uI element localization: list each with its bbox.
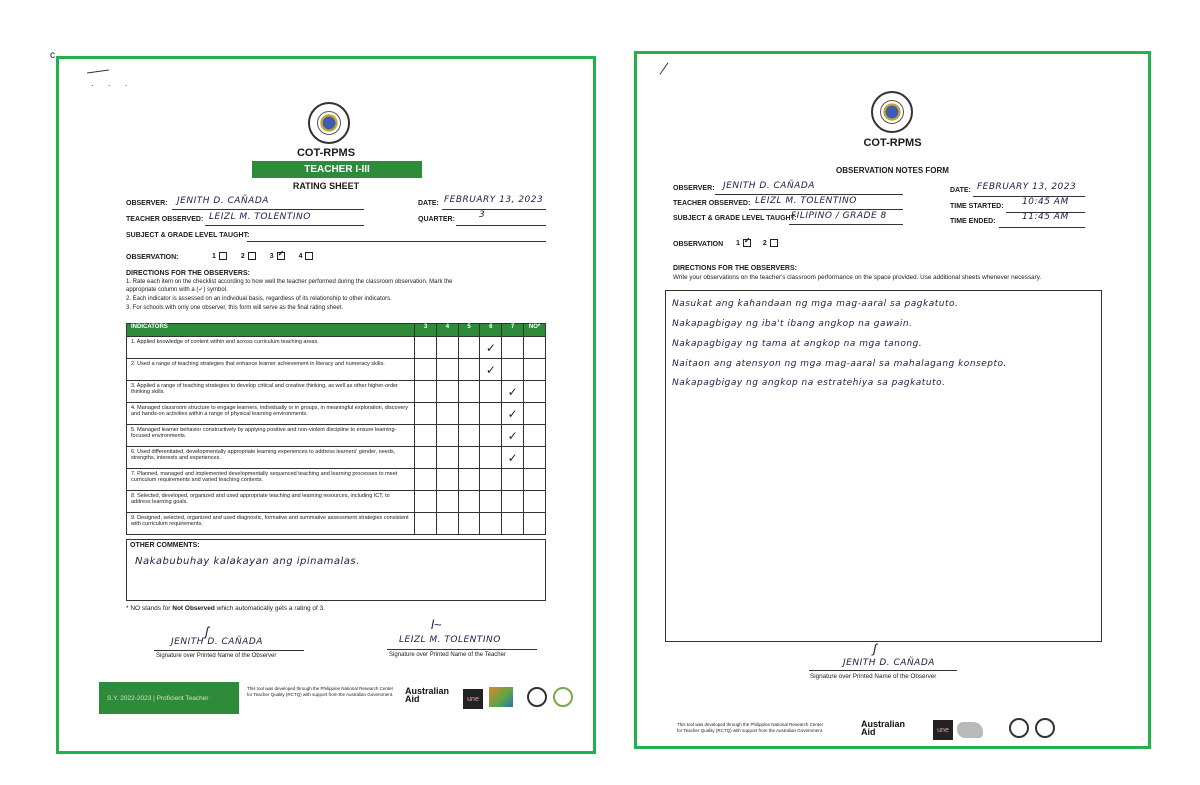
rating-cell-4[interactable] xyxy=(437,425,459,447)
rating-cell-NO[interactable] xyxy=(524,425,546,447)
rating-cell-5[interactable] xyxy=(458,425,480,447)
rating-cell-6[interactable] xyxy=(480,337,502,359)
rating-sheet-page xyxy=(56,56,596,754)
rating-cell-6[interactable] xyxy=(480,469,502,491)
table-row xyxy=(127,447,546,469)
rctq-logo-icon xyxy=(553,687,573,707)
rating-cell-5[interactable] xyxy=(458,447,480,469)
rating-cell-4[interactable] xyxy=(437,447,459,469)
teacher-signature-icon: ɫ~ xyxy=(431,617,442,632)
observer-signature-caption: Signature over Printed Name of the Observer xyxy=(810,673,937,680)
rating-cell-5[interactable] xyxy=(458,491,480,513)
observer-signature-name: JENITH D. CAÑADA xyxy=(171,637,263,647)
column-header: 5 xyxy=(458,324,480,337)
teacher-label: TEACHER OBSERVED: xyxy=(126,216,204,223)
table-row xyxy=(127,491,546,513)
time-ended-value: 11:45 AM xyxy=(1022,212,1069,222)
teacher-signature-name: LEIZL M. TOLENTINO xyxy=(399,635,501,645)
teacher-value: LEIZL M. TOLENTINO xyxy=(755,196,857,206)
observer-label: OBSERVER: xyxy=(126,200,168,207)
table-row xyxy=(127,337,546,359)
rating-cell-5[interactable] xyxy=(458,513,480,535)
date-value: FEBRUARY 13, 2023 xyxy=(444,195,544,205)
column-header: 6 xyxy=(480,324,502,337)
note-line: Naitaon ang atensyon ng mga mag-aaral sa mahalagang konsepto. xyxy=(672,359,1007,369)
column-header: 3 xyxy=(415,324,437,337)
rating-cell-3[interactable] xyxy=(415,447,437,469)
footer-note: This tool was developed through the Philippine National Research Center for Teacher Quality (RCTQ) with support from the Australian Government. xyxy=(677,722,824,733)
check-mark-icon: ✓ xyxy=(485,340,496,355)
indicator-text: 5. Managed learner behavior constructively by applying positive and non-violent discipline to ensure learning-focused environments. xyxy=(127,425,415,447)
table-row xyxy=(127,381,546,403)
direction-line: 3. For schools with only one observer, this form will serve as the final rating sheet. xyxy=(126,305,344,311)
partner-logo-icon xyxy=(489,687,513,707)
observer-signature-icon: ʃ xyxy=(873,641,877,656)
subject-value: FILIPINO / GRADE 8 xyxy=(791,211,887,221)
note-line: Nasukat ang kahandaan ng mga mag-aaral sa pagkatuto. xyxy=(672,299,959,309)
date-label: DATE: xyxy=(418,200,439,207)
australian-aid-logo: Australian Aid xyxy=(405,686,450,704)
direction-line: 1. Rate each item on the checklist according to how well the teacher performed during the classroom observation. Mark the xyxy=(126,279,453,285)
pencil-mark xyxy=(87,69,109,73)
observation-2-checkbox[interactable] xyxy=(770,239,778,247)
check-mark-icon: ✓ xyxy=(507,450,518,465)
rating-cell-6[interactable] xyxy=(480,381,502,403)
rating-cell-6[interactable] xyxy=(480,491,502,513)
observation-notes-box[interactable] xyxy=(665,290,1102,642)
observation-notes-page xyxy=(634,51,1151,749)
quarter-label: QUARTER: xyxy=(418,216,455,223)
rating-cell-NO[interactable] xyxy=(524,491,546,513)
rating-cell-5[interactable] xyxy=(458,381,480,403)
australian-aid-logo: Australian Aid xyxy=(861,719,906,737)
rating-cell-3[interactable] xyxy=(415,469,437,491)
rating-cell-5[interactable] xyxy=(458,469,480,491)
indicator-text: 4. Managed classroom structure to engage learners, individually or in groups, in meaningful exploration, discovery and hands-on activities within a range of physical learning environments. xyxy=(127,403,415,425)
teacher-band: TEACHER I-III xyxy=(252,161,422,178)
pencil-dots: · · · xyxy=(91,81,134,90)
footnote: * NO stands for Not Observed which automatically gets a rating of 3. xyxy=(126,605,326,612)
agency-seal-icon xyxy=(1009,718,1029,738)
rating-cell-7[interactable] xyxy=(502,469,524,491)
deped-seal-icon xyxy=(308,102,350,144)
observer-signature-icon: ʃ xyxy=(205,624,209,639)
rating-cell-NO[interactable] xyxy=(524,469,546,491)
rating-cell-3[interactable] xyxy=(415,403,437,425)
indicator-text: 1. Applied knowledge of content within and across curriculum teaching areas. xyxy=(127,337,415,359)
indicator-text: 2. Used a range of teaching strategies that enhance learner achievement in literacy and numeracy skills. xyxy=(127,359,415,381)
rating-cell-NO[interactable] xyxy=(524,337,546,359)
stray-mark: c xyxy=(50,50,55,61)
observation-4-checkbox[interactable] xyxy=(305,252,313,260)
rating-cell-7[interactable] xyxy=(502,491,524,513)
rating-cell-7[interactable] xyxy=(502,381,524,403)
table-row xyxy=(127,513,546,535)
rctq-logo-icon xyxy=(1035,718,1055,738)
rating-cell-4[interactable] xyxy=(437,513,459,535)
comments-label: OTHER COMMENTS: xyxy=(130,542,200,549)
rating-cell-4[interactable] xyxy=(437,359,459,381)
observation-2-checkbox[interactable] xyxy=(248,252,256,260)
check-mark-icon: ✓ xyxy=(485,362,496,377)
observation-3-checkbox[interactable] xyxy=(277,252,285,260)
rating-cell-NO[interactable] xyxy=(524,359,546,381)
agency-seal-icon xyxy=(527,687,547,707)
observer-value: JENITH D. CAÑADA xyxy=(177,196,269,206)
footer-note: This tool was developed through the Philippine National Research Center for Teacher Quality (RCTQ) with support from the Australian Government. xyxy=(247,686,394,697)
column-header: NO* xyxy=(524,324,546,337)
table-header-row xyxy=(127,324,546,337)
rating-cell-6[interactable] xyxy=(480,447,502,469)
time-started-value: 10:45 AM xyxy=(1022,197,1069,207)
rating-cell-5[interactable] xyxy=(458,359,480,381)
rating-cell-3[interactable] xyxy=(415,359,437,381)
date-label: DATE: xyxy=(950,187,971,194)
rating-cell-5[interactable] xyxy=(458,337,480,359)
rating-cell-NO[interactable] xyxy=(524,513,546,535)
form-title: OBSERVATION NOTES FORM xyxy=(836,166,949,175)
teacher-label: TEACHER OBSERVED: xyxy=(673,200,751,207)
table-row xyxy=(127,469,546,491)
check-mark-icon: ✓ xyxy=(507,384,518,399)
observer-value: JENITH D. CAÑADA xyxy=(723,181,815,191)
check-mark-icon: ✓ xyxy=(507,406,518,421)
rating-cell-NO[interactable] xyxy=(524,403,546,425)
table-row xyxy=(127,359,546,381)
rating-cell-3[interactable] xyxy=(415,381,437,403)
time-ended-label: TIME ENDED: xyxy=(950,218,996,225)
indicator-text: 8. Selected, developed, organized and used appropriate teaching and learning resources, including ICT, to address learning goals. xyxy=(127,491,415,513)
table-row xyxy=(127,425,546,447)
rating-cell-NO[interactable] xyxy=(524,381,546,403)
note-line: Nakapagbigay ng tama at angkop na mga tanong. xyxy=(672,339,923,349)
note-line: Nakapagbigay ng angkop na estratehiya sa pagkatuto. xyxy=(672,378,946,388)
observation-1-checkbox[interactable] xyxy=(743,239,751,247)
deped-seal-icon xyxy=(871,91,913,133)
check-mark-icon: ✓ xyxy=(507,428,518,443)
rating-cell-7[interactable] xyxy=(502,425,524,447)
observation-1-checkbox[interactable] xyxy=(219,252,227,260)
rating-cell-6[interactable] xyxy=(480,359,502,381)
column-header: INDICATORS xyxy=(127,324,415,337)
une-logo: une xyxy=(463,689,483,709)
rating-cell-7[interactable] xyxy=(502,359,524,381)
sheet-title: RATING SHEET xyxy=(292,181,360,191)
quarter-value: 3 xyxy=(479,210,486,220)
teacher-signature-caption: Signature over Printed Name of the Teacher xyxy=(389,652,506,658)
observer-label: OBSERVER: xyxy=(673,185,715,192)
rating-cell-4[interactable] xyxy=(437,403,459,425)
indicator-text: 9. Designed, selected, organized and used diagnostic, formative and summative assessment strategies consistent with curriculum requirements. xyxy=(127,513,415,535)
agency-title: COT-RPMS xyxy=(863,137,922,149)
rating-cell-4[interactable] xyxy=(437,337,459,359)
indicator-text: 3. Applied a range of teaching strategies to develop critical and creative thinking, as well as other higher-order thinking skills. xyxy=(127,381,415,403)
note-line: Nakapagbigay ng iba't ibang angkop na gawain. xyxy=(672,319,913,329)
comments-value: Nakabubuhay kalakayan ang ipinamalas. xyxy=(135,556,360,567)
teacher-value: LEIZL M. TOLENTINO xyxy=(209,212,311,222)
rating-cell-3[interactable] xyxy=(415,425,437,447)
observer-signature-caption: Signature over Printed Name of the Observer xyxy=(156,653,277,659)
une-logo: une xyxy=(933,720,953,740)
directions-title: DIRECTIONS FOR THE OBSERVERS: xyxy=(673,265,797,272)
indicator-text: 7. Planned, managed and implemented developmentally sequenced teaching and learning processes to meet curriculum requirements and varied teaching contexts. xyxy=(127,469,415,491)
observation-label: OBSERVATION: xyxy=(126,254,179,261)
footer-band: S.Y. 2022-2023 | Proficient Teacher xyxy=(99,682,239,714)
agency-title: COT-RPMS xyxy=(296,147,356,159)
australia-map-icon xyxy=(957,722,983,738)
rating-cell-6[interactable] xyxy=(480,403,502,425)
rating-cell-7[interactable] xyxy=(502,337,524,359)
rating-cell-7[interactable] xyxy=(502,403,524,425)
column-header: 4 xyxy=(437,324,459,337)
direction-line: appropriate column with a (✓) symbol. xyxy=(126,287,228,293)
direction-line: 2. Each indicator is assessed on an individual basis, regardless of its relationship to other indicators. xyxy=(126,296,392,302)
rating-cell-6[interactable] xyxy=(480,513,502,535)
directions-text: Write your observations on the teacher's classroom performance on the space provided. Use additional sheets whenever necessary. xyxy=(673,274,1042,281)
rating-cell-4[interactable] xyxy=(437,491,459,513)
pencil-mark xyxy=(660,62,669,74)
rating-cell-3[interactable] xyxy=(415,491,437,513)
indicator-text: 6. Used differentiated, developmentally appropriate learning experiences to address learners' gender, needs, strengths, interests and experiences. xyxy=(127,447,415,469)
time-started-label: TIME STARTED: xyxy=(950,203,1004,210)
rating-cell-7[interactable] xyxy=(502,447,524,469)
indicators-table xyxy=(126,323,546,535)
table-row xyxy=(127,403,546,425)
directions-title: DIRECTIONS FOR THE OBSERVERS: xyxy=(126,270,250,277)
comments-box[interactable] xyxy=(126,539,546,601)
subject-label: SUBJECT & GRADE LEVEL TAUGHT: xyxy=(673,215,797,222)
subject-label: SUBJECT & GRADE LEVEL TAUGHT: xyxy=(126,232,250,239)
column-header: 7 xyxy=(502,324,524,337)
observation-label: OBSERVATION xyxy=(673,241,724,248)
rating-cell-4[interactable] xyxy=(437,469,459,491)
observation-options: 1 2 3✓ 4 xyxy=(212,252,315,260)
rating-cell-6[interactable] xyxy=(480,425,502,447)
rating-cell-4[interactable] xyxy=(437,381,459,403)
date-value: FEBRUARY 13, 2023 xyxy=(977,182,1077,192)
observer-signature-name: JENITH D. CAÑADA xyxy=(843,658,935,668)
rating-cell-3[interactable] xyxy=(415,337,437,359)
rating-cell-3[interactable] xyxy=(415,513,437,535)
observation-options: 1✓ 2 xyxy=(736,239,780,247)
rating-cell-NO[interactable] xyxy=(524,447,546,469)
rating-cell-5[interactable] xyxy=(458,403,480,425)
rating-cell-7[interactable] xyxy=(502,513,524,535)
